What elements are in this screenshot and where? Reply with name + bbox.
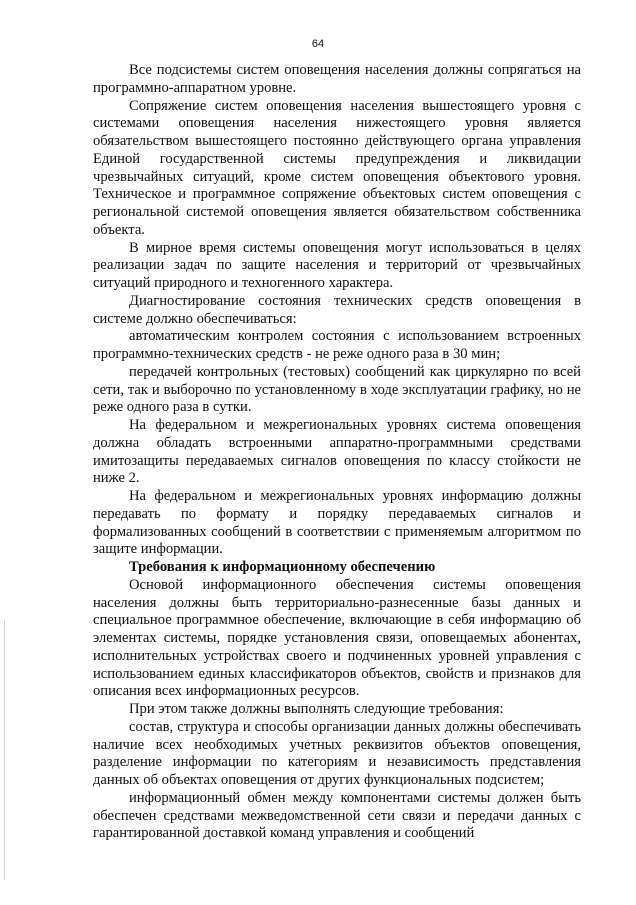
scan-margin-line: [4, 620, 5, 880]
paragraph-5: автоматическим контролем состояния с использованием встроенных программно-технических средств - не реже одного раза в 30 мин;: [93, 328, 581, 362]
paragraph-10: При этом также должны выполнять следующие требования:: [129, 701, 504, 717]
page-number: 64: [311, 38, 325, 50]
paragraph-3: В мирное время системы оповещения могут использоваться в целях реализации задач по защите населения и территорий от чрезвычайных ситуаций природного и техногенного характера.: [93, 239, 581, 291]
paragraph-12: информационный обмен между компонентами системы должен быть обеспечен средствами межведомственной сети связи и передачи данных с гарантированной доставкой команд управления и сообщений: [93, 789, 581, 842]
paragraph-1: Все подсистемы систем оповещения населения должны сопрягаться на программно-аппаратном уровне.: [93, 62, 581, 96]
paragraph-6: передачей контрольных (тестовых) сообщений как циркулярно по всей сети, так и выборочно по установленному в ходе эксплуатации графику, но не реже одного раза в сутки.: [93, 363, 581, 416]
paragraph-8: На федеральном и межрегиональных уровнях информацию должны передавать по формату и порядку передаваемых сигналов и формализованных сообщений в соответствии с применяемым алгоритмом по защите информации.: [93, 488, 581, 558]
paragraph-9: Основой информационного обеспечения системы оповещения населения должны быть территориально-разнесенные базы данных и специальное программное обеспечение, включающие в себя информацию об элементах системы, порядке установления связи, оповещаемых абонентах, исполнительных устройствах своего и подчиненных уровней управления с использованием единых классификаторов объектов, свойств и признаков для описания всех информационных ресурсов.: [93, 576, 581, 700]
paragraph-7: На федеральном и межрегиональных уровнях система оповещения должна обладать встроенными аппаратно-программными средствами имитозащиты передаваемых сигналов оповещения по классу стойкости не ниже 2.: [93, 417, 581, 487]
document-body: [93, 62, 581, 843]
section-heading: Требования к информационному обеспечению: [129, 559, 436, 575]
paragraph-11: состав, структура и способы организации данных должны обеспечивать наличие всех необходимых учетных реквизитов объектов оповещения, разделение информации по категориям и независимость представления данных об объектах оповещения от других функциональных подсистем;: [93, 718, 581, 788]
paragraph-4: Диагностирование состояния технических средств оповещения в системе должно обеспечиваться:: [93, 292, 581, 327]
paragraph-2: Сопряжение систем оповещения населения вышестоящего уровня с системами оповещения населения нижестоящего уровня является обязательством вышестоящего постоянно действующего органа управления Единой государственной системы предупреждения и ликвидации чрезвычайных ситуаций, кроме систем оповещения объектового уровня. Техническое и программное сопряжение объектовых систем оповещения с региональной системой оповещения является обязательством собственника объекта.: [93, 97, 581, 238]
